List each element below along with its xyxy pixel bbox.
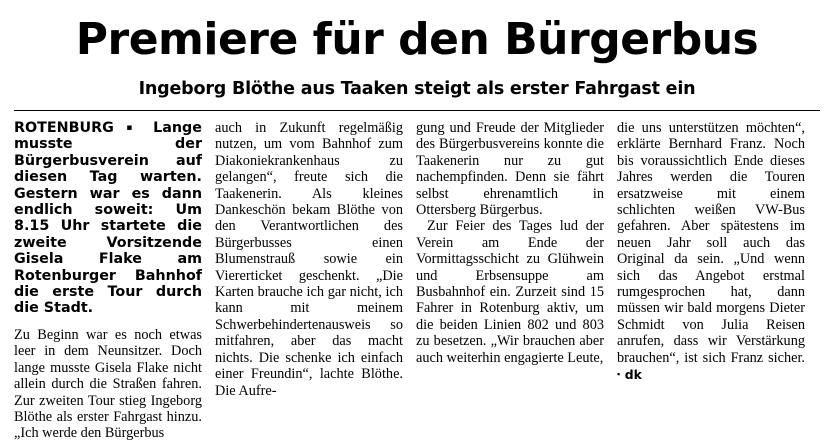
lead-text: Lange musste der Bürgerbusverein auf diesen Tag warten. Gestern war es dann endlich soweit: Um 8.15 Uhr startete die zweite Vorsitzende Gisela Flake am Rotenburger Bahnhof die erste Tour durch die Stadt. [14, 120, 202, 317]
page-title: Premiere für den Bürgerbus [75, 14, 759, 65]
byline: dk [624, 367, 642, 383]
article-column-2 [215, 120, 403, 442]
paragraph [617, 120, 805, 384]
header-divider [14, 110, 820, 111]
paragraph: gung und Freude der Mitglieder des Bürgerbusvereins konnte die Taakenerin nur zu gut nachempfinden. Denn sie fährt selbst ehrenamtlich in Ottersberg Bürgerbus. [416, 120, 604, 219]
dateline-separator-icon: ▪ [126, 123, 141, 133]
lead-paragraph [14, 120, 202, 317]
article-columns [14, 120, 820, 442]
article-subheadline: Ingeborg Blöthe aus Taaken steigt als erster Fahrgast ein [138, 79, 696, 99]
article-column-4 [617, 120, 805, 442]
paragraph: Zur Feier des Tages lud der Verein am Ende der Vormittagsschicht zu Glühwein und Erbsensuppe am Busbahnhof ein. Zurzeit sind 15 Fahrer in Rotenburg aktiv, um die beiden Linien 802 und 803 zu besetzen. „Wir brauchen aber auch weiterhin engagierte Leute, [416, 218, 604, 366]
byline-separator-icon: ▪ [617, 369, 622, 380]
article-column-1 [14, 120, 202, 442]
paragraph: Zu Beginn war es noch etwas leer in dem Neunsitzer. Doch lange musste Gisela Flake nicht allein durch die Straßen fahren. Zur zweiten Tour stieg Ingeborg Blöthe als erster Fahrgast hinzu. „Ich werde den Bürgerbus [14, 326, 202, 442]
paragraph: auch in Zukunft regelmäßig nutzen, um vom Bahnhof zum Diakoniekrankenhaus zu gelangen“, freute sich die Taakenerin. Als kleines Dankeschön bekam Blöthe von den Verantwortlichen des Bürgerbusses einen Blumenstrauß sowie ein Viererticket geschenkt. „Die Karten brauche ich gar nicht, ich kann mit meinem Schwerbehindertenausweis so mitfahren, aber das macht nichts. Die schenke ich einfach einer Freundin“, lachte Blöthe. Die Aufre- [215, 120, 403, 399]
article-column-3 [416, 120, 604, 442]
paragraph-text: die uns unterstützen möchten“, erklärte Bernhard Franz. Noch bis voraussichtlich Ende dieses Jahres werden die Touren ersatzweise mit einem schlichten weißen VW-Bus gefahren. Aber spätestens im neuen Jahr soll auch das Original da sein. „Und wenn sich das Angebot erstmal rumgesprochen hat, dann müssen wir bald morgens Dieter Schmidt von Julia Reisen anrufen, dass wir Verstärkung brauchen“, ist sich Franz sicher. [617, 120, 805, 366]
dateline: ROTENBURG [14, 120, 114, 136]
